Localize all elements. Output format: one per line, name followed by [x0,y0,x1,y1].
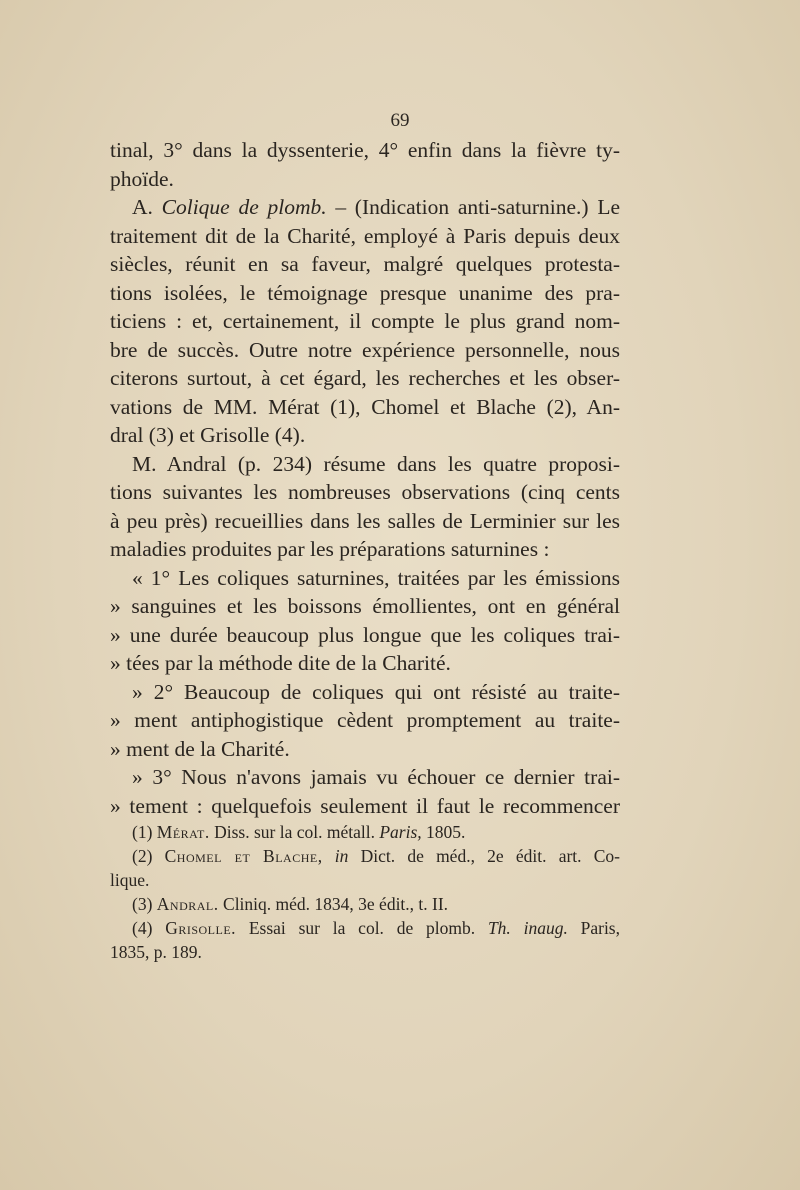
footnote-author: Grisolle. [165,918,237,938]
text-line: phoïde. [110,166,174,191]
quote-line: » tement : quelquefois seulement il faut le recommencer [110,793,620,818]
footnote-text: Essai sur la col. de plomb. [236,918,488,938]
text-line: dral (3) et Grisolle (4). [110,423,306,447]
section-letter: A. [132,195,162,219]
footnote-italic: Paris, [379,822,422,842]
footnote-text: Dict. de méd., 2e édit. art. Co- [348,846,621,866]
footnote-number: (2) [132,846,165,866]
footnote-text: Diss. sur la col. métall. [209,822,380,842]
text-line: vations de MM. Mérat (1), Chomel et Blache (2), An- [110,394,620,419]
footnote-number: (3) [132,894,157,914]
quote-line: » tées par la méthode dite de la Charité. [110,651,451,675]
quote-line: » ment de la Charité. [110,736,290,761]
text-line: siècles, réunit en sa faveur, malgré quelques protesta- [110,252,620,276]
footnote-text: 1805. [421,822,466,842]
text-line: tions isolées, le témoignage presque unanime des pra- [110,280,620,305]
footnote-3 [110,892,620,916]
footnote-4 [110,916,620,940]
footnote-author: Andral. [156,894,219,914]
text-line: traitement dit de la Charité, employé à Paris depuis deux [110,223,620,248]
text-line: à peu près) recueillies dans les salles de Lerminier sur les [110,508,620,533]
text-line: ticiens : et, certainement, il compte le plus grand nom- [110,309,620,333]
section-title: Colique de plomb. [161,195,327,219]
text-line: citerons surtout, à cet égard, les recherches et les obser- [110,366,620,390]
text-line: maladies produites par les préparations saturnines : [110,537,550,561]
footnote-author: Chomel et Blache, [164,846,323,866]
footnote-italic: in [322,846,349,866]
text-line: M. Andral (p. 234) résume dans les quatre proposi- [132,451,620,476]
quote-line: « 1° Les coliques saturnines, traitées par les émissions [132,565,620,590]
text-line: tinal, 3° dans la dyssenterie, 4° enfin dans la fièvre ty- [110,138,620,162]
footnote-author: Mérat. [156,822,210,842]
page-number: 69 [390,110,410,131]
section-subtitle: – (Indication anti-saturnine.) Le [326,195,620,219]
footnote-4-continued: 1835, p. 189. [110,942,202,962]
text-line: bre de succès. Outre notre expérience personnelle, nous [110,337,620,362]
footnote-text: Cliniq. méd. 1834, 3e édit., t. II. [218,894,449,914]
quote-line: » 3° Nous n'avons jamais vu échouer ce dernier trai- [132,765,620,789]
footnote-text: Paris, [567,918,620,938]
footnote-italic: Th. inaug. [487,918,568,938]
body-text [110,136,620,820]
quote-line: » 2° Beaucoup de coliques qui ont résisté au traite- [132,679,620,704]
footnotes [110,820,620,964]
footnote-2-continued: lique. [110,870,150,890]
quote-line: » sanguines et les boissons émollientes, ont en général [110,594,620,618]
quote-line: » une durée beaucoup plus longue que les coliques trai- [110,622,620,647]
section-heading-line [110,193,620,222]
footnote-number: (1) [132,822,157,842]
text-line: tions suivantes les nombreuses observations (cinq cents [110,480,620,504]
quote-line: » ment antiphogistique cèdent promptement au traite- [110,708,620,732]
footnote-1 [110,820,620,844]
footnote-number: (4) [132,918,166,938]
footnote-2 [110,844,620,868]
